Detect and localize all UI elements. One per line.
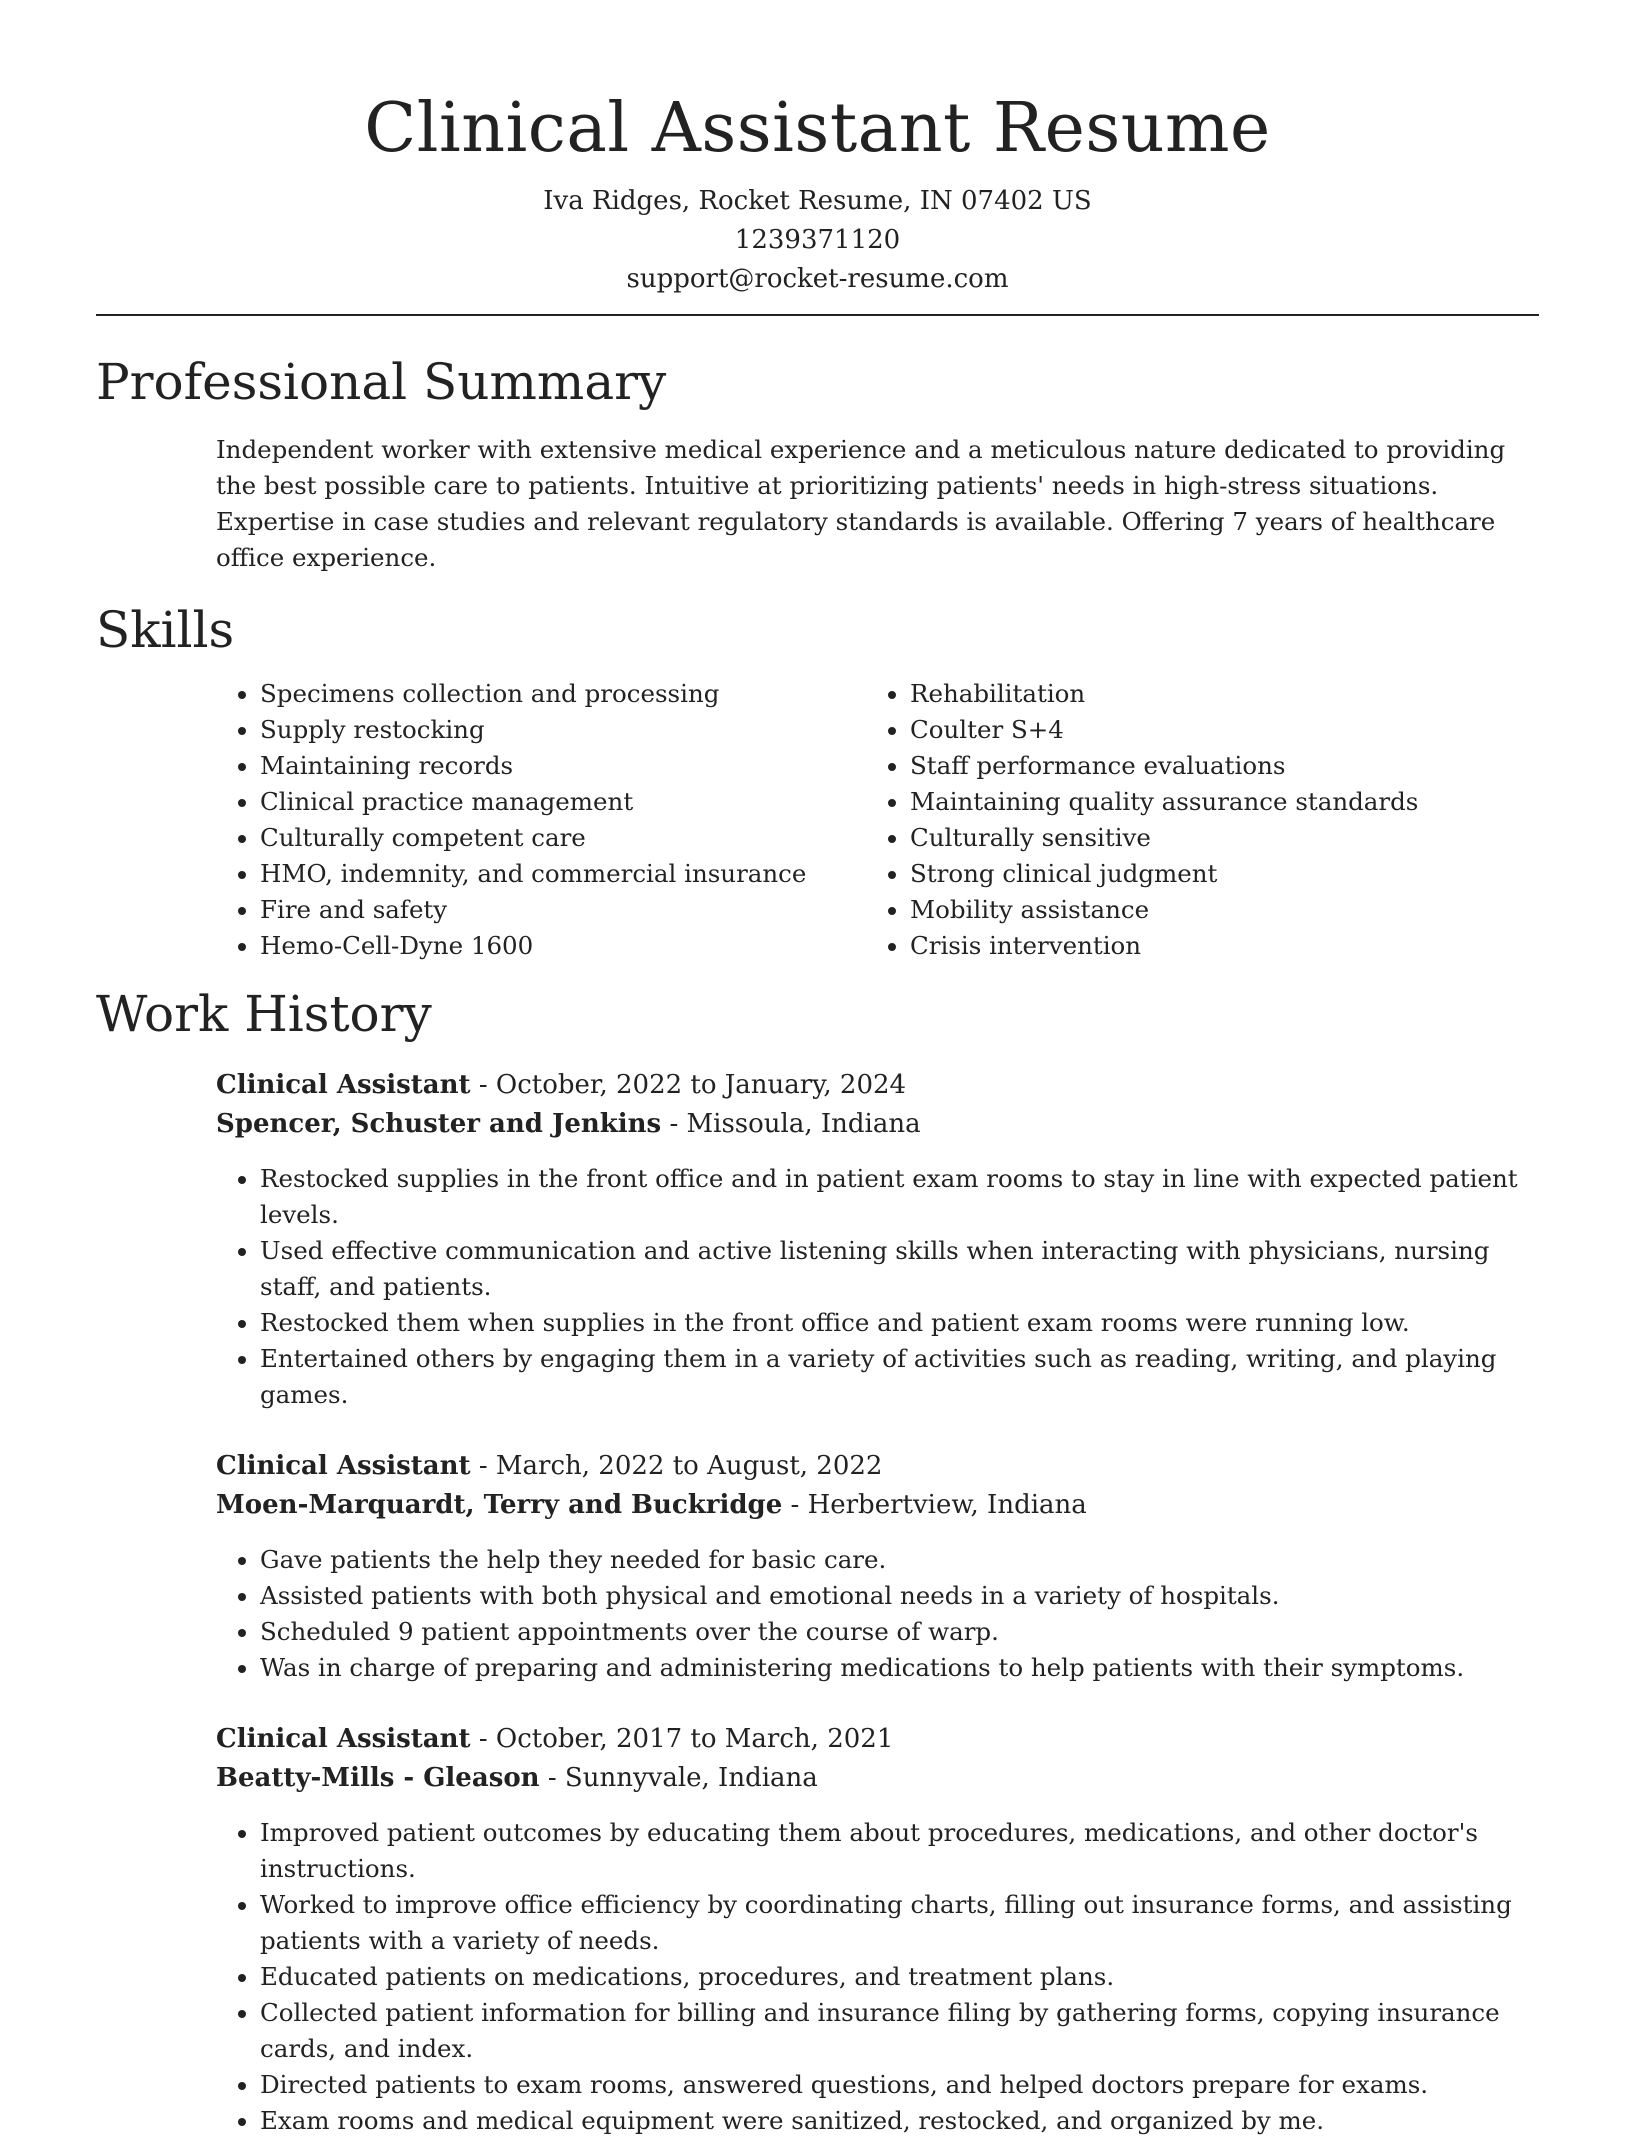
header-divider (96, 314, 1539, 316)
skill-item: • Clinical practice management (260, 784, 866, 820)
resume-page (96, 0, 1539, 2139)
skill-item: • Staff performance evaluations (910, 748, 1516, 784)
job-bullet: • Entertained others by engaging them in a variety of activities such as reading, writing, and playing games. (260, 1341, 1520, 1413)
skill-item: • Maintaining quality assurance standards (910, 784, 1516, 820)
skill-item: • Hemo-Cell-Dyne 1600 (260, 928, 866, 964)
skills-column-right (866, 676, 1516, 964)
page-title: Clinical Assistant Resume (364, 89, 1271, 168)
job-dates: - March, 2022 to August, 2022 (470, 1451, 883, 1481)
skill-item: • Coulter S+4 (910, 712, 1516, 748)
skills-column-left (216, 676, 866, 964)
job-bullet: • Collected patient information for billing and insurance filing by gathering forms, copying insurance cards, and index. (260, 1995, 1520, 2067)
job-bullets (216, 1542, 1520, 1686)
job-company-line (216, 1486, 1539, 1525)
skill-item: • Culturally sensitive (910, 820, 1516, 856)
contact-phone: 1239371120 (734, 225, 901, 255)
job-title-line (216, 1066, 1539, 1105)
job-bullets (216, 1815, 1520, 2139)
skill-item: • Strong clinical judgment (910, 856, 1516, 892)
job-title: Clinical Assistant (216, 1724, 471, 1754)
skill-item: • HMO, indemnity, and commercial insurance (260, 856, 866, 892)
job-bullet: • Worked to improve office efficiency by coordinating charts, filling out insurance forms, and assisting patients with a variety of needs. (260, 1887, 1520, 1959)
summary-heading: Professional Summary (96, 353, 667, 411)
job-bullet: • Gave patients the help they needed for basic care. (260, 1542, 1520, 1578)
job-title: Clinical Assistant (216, 1451, 471, 1481)
job-bullets (216, 1161, 1520, 1413)
job-bullet: • Directed patients to exam rooms, answered questions, and helped doctors prepare for exams. (260, 2067, 1520, 2103)
skills-list (216, 676, 1539, 964)
job-bullet: • Improved patient outcomes by educating them about procedures, medications, and other doctor's instructions. (260, 1815, 1520, 1887)
job-bullet: • Used effective communication and active listening skills when interacting with physicians, nursing staff, and patients. (260, 1233, 1520, 1305)
job-bullet: • Educated patients on medications, procedures, and treatment plans. (260, 1959, 1520, 1995)
skills-heading: Skills (96, 601, 235, 659)
job-bullet: • Was in charge of preparing and administering medications to help patients with their symptoms. (260, 1650, 1520, 1686)
skill-item: • Specimens collection and processing (260, 676, 866, 712)
contact-block (96, 182, 1539, 299)
job-title-line (216, 1447, 1539, 1486)
skill-item: • Rehabilitation (910, 676, 1516, 712)
summary-text: Independent worker with extensive medical experience and a meticulous nature dedicated to providing the best possible care to patients. Intuitive at prioritizing patients' needs in high-stress situations. Expertise in case studies and relevant regulatory standards is available. Offering 7 years of healthcare office experience. (216, 435, 1506, 572)
job-bullet: • Restocked supplies in the front office and in patient exam rooms to stay in line with expected patient levels. (260, 1161, 1520, 1233)
job-title: Clinical Assistant (216, 1070, 471, 1100)
job-dates: - October, 2017 to March, 2021 (470, 1724, 894, 1754)
job-bullet: • Restocked them when supplies in the front office and patient exam rooms were running low. (260, 1305, 1520, 1341)
skill-item: • Maintaining records (260, 748, 866, 784)
job-company-line (216, 1759, 1539, 1798)
job-company-line (216, 1105, 1539, 1144)
job-company: Moen-Marquardt, Terry and Buckridge (216, 1490, 783, 1520)
skill-item: • Fire and safety (260, 892, 866, 928)
job-location: - Herbertview, Indiana (782, 1490, 1087, 1520)
skill-item: • Supply restocking (260, 712, 866, 748)
skill-item: • Mobility assistance (910, 892, 1516, 928)
skill-item: • Culturally competent care (260, 820, 866, 856)
contact-address: Iva Ridges, Rocket Resume, IN 07402 US (543, 186, 1092, 216)
contact-email: support@rocket-resume.com (626, 264, 1009, 294)
work-history-heading: Work History (96, 985, 432, 1043)
job-dates: - October, 2022 to January, 2024 (470, 1070, 907, 1100)
job-location: - Sunnyvale, Indiana (539, 1763, 818, 1793)
job-bullet: • Exam rooms and medical equipment were sanitized, restocked, and organized by me. (260, 2103, 1520, 2139)
job-entry (216, 1447, 1539, 1686)
job-entry (216, 1720, 1539, 2139)
job-entry (216, 1066, 1539, 1413)
job-location: - Missoula, Indiana (661, 1109, 921, 1139)
skill-item: • Crisis intervention (910, 928, 1516, 964)
job-title-line (216, 1720, 1539, 1759)
job-company: Spencer, Schuster and Jenkins (216, 1109, 662, 1139)
job-bullet: • Scheduled 9 patient appointments over the course of warp. (260, 1614, 1520, 1650)
job-company: Beatty-Mills - Gleason (216, 1763, 540, 1793)
job-bullet: • Assisted patients with both physical and emotional needs in a variety of hospitals. (260, 1578, 1520, 1614)
